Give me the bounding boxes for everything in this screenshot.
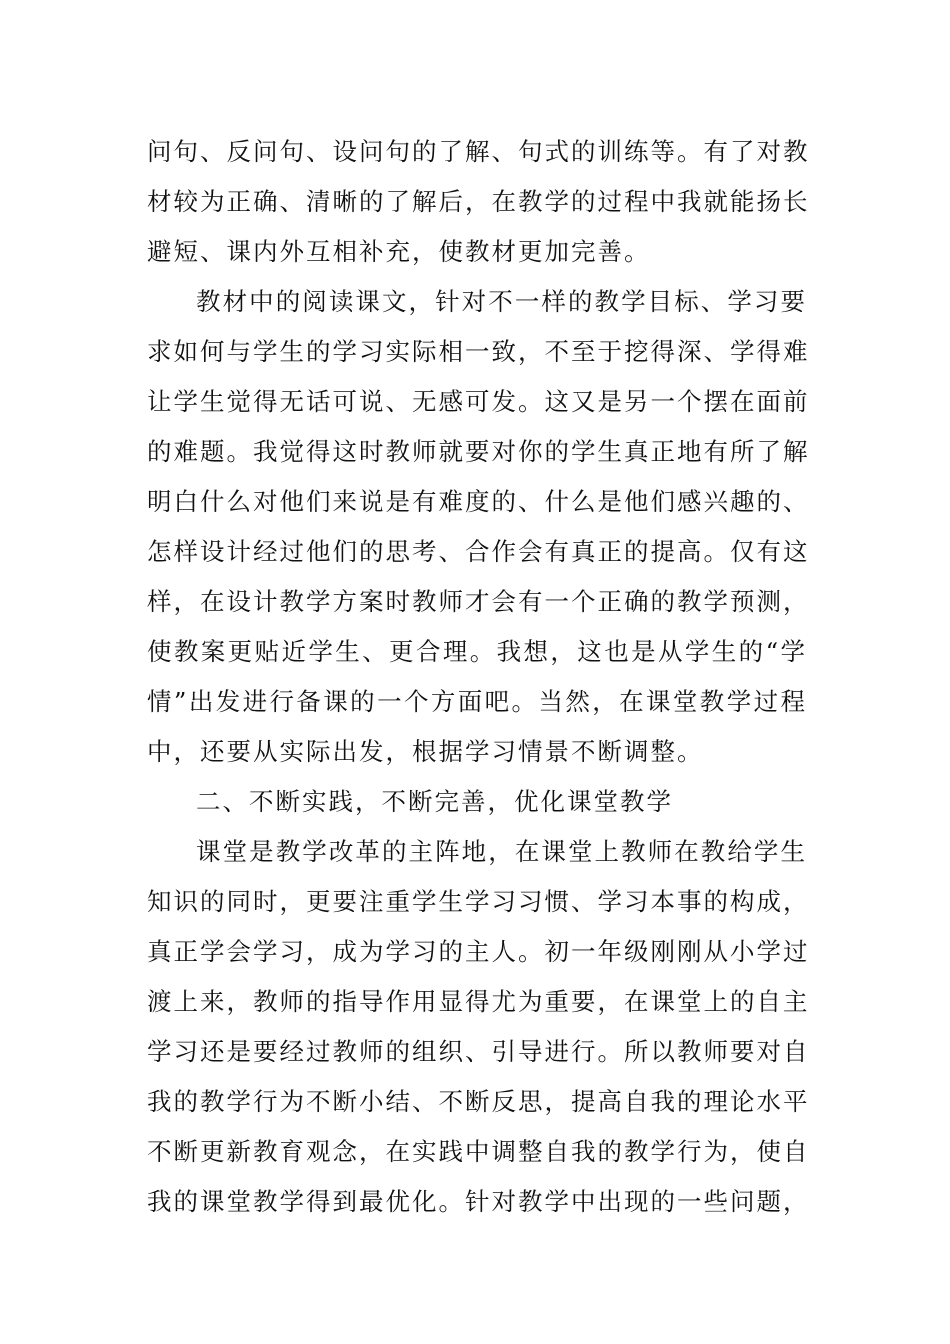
text-line: 怎样设计经过他们的思考、合作会有真正的提高。仅有这 bbox=[147, 537, 810, 566]
text-line: 的难题。我觉得这时教师就要对你的学生真正地有所了解 bbox=[147, 437, 810, 466]
text-line: 明白什么对他们来说是有难度的、什么是他们感兴趣的、 bbox=[147, 487, 810, 516]
text-line: 不断更新教育观念，在实践中调整自我的教学行为，使自 bbox=[147, 1137, 810, 1166]
text-line: 问句、反问句、设问句的了解、句式的训练等。有了对教 bbox=[147, 137, 810, 166]
text-line: 使教案更贴近学生、更合理。我想，这也是从学生的“学 bbox=[147, 637, 807, 666]
section-heading: 二、不断实践，不断完善，优化课堂教学 bbox=[196, 787, 673, 816]
text-line: 情”出发进行备课的一个方面吧。当然，在课堂教学过程 bbox=[147, 687, 807, 716]
text-line: 样，在设计教学方案时教师才会有一个正确的教学预测， bbox=[147, 587, 810, 616]
paragraph-first-line: 课堂是教学改革的主阵地，在课堂上教师在教给学生 bbox=[196, 837, 807, 866]
text-line: 避短、课内外互相补充，使教材更加完善。 bbox=[147, 237, 651, 266]
text-line: 材较为正确、清晰的了解后，在教学的过程中我就能扬长 bbox=[147, 187, 810, 216]
text-line: 真正学会学习，成为学习的主人。初一年级刚刚从小学过 bbox=[147, 937, 810, 966]
paragraph-first-line: 教材中的阅读课文，针对不一样的教学目标、学习要 bbox=[196, 287, 807, 316]
text-line: 中，还要从实际出发，根据学习情景不断调整。 bbox=[147, 737, 704, 766]
text-line: 我的课堂教学得到最优化。针对教学中出现的一些问题， bbox=[147, 1187, 810, 1216]
text-line: 求如何与学生的学习实际相一致，不至于挖得深、学得难 bbox=[147, 337, 810, 366]
text-line: 让学生觉得无话可说、无感可发。这又是另一个摆在面前 bbox=[147, 387, 810, 416]
text-line: 渡上来，教师的指导作用显得尤为重要，在课堂上的自主 bbox=[147, 987, 810, 1016]
text-line: 知识的同时，更要注重学生学习习惯、学习本事的构成， bbox=[147, 887, 810, 916]
text-line: 我的教学行为不断小结、不断反思，提高自我的理论水平 bbox=[147, 1087, 810, 1116]
text-line: 学习还是要经过教师的组织、引导进行。所以教师要对自 bbox=[147, 1037, 810, 1066]
